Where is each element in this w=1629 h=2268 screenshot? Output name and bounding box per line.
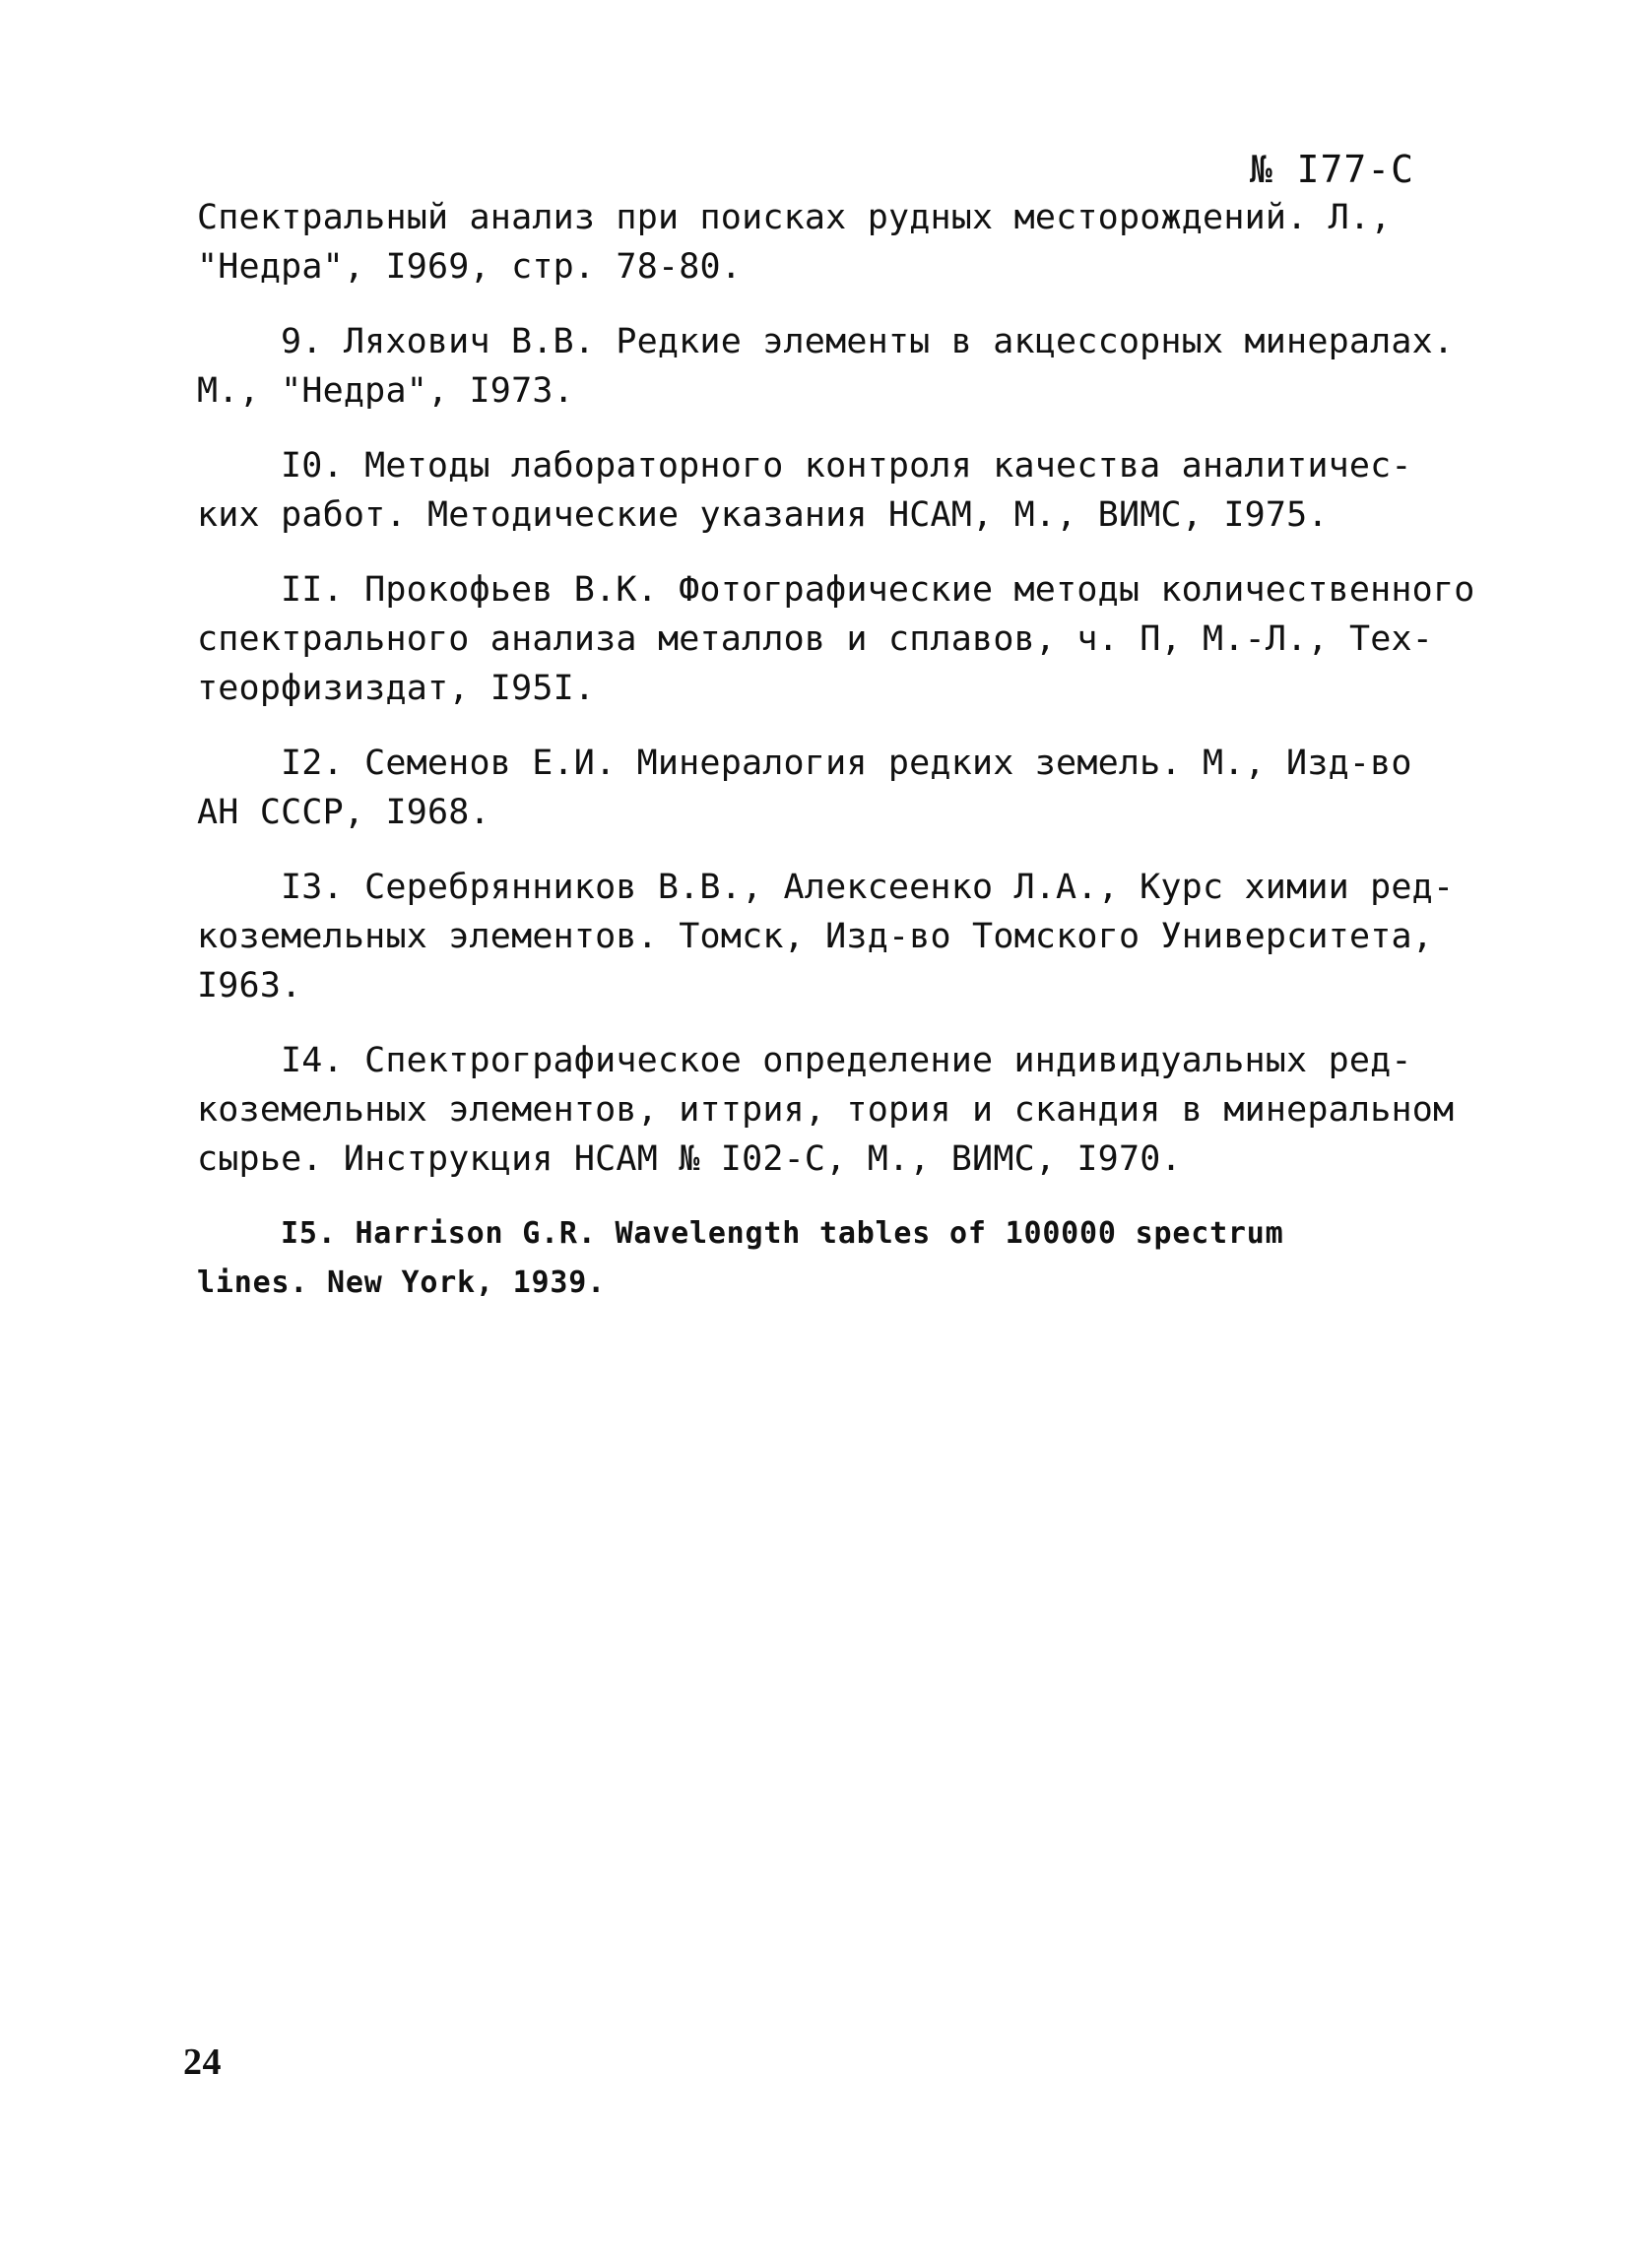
reference-line: I4. Спектрографическое определение индивидуальных ред- <box>281 1041 1412 1080</box>
reference-line: спектрального анализа металлов и сплавов, ч. П, М.-Л., Тех- <box>197 619 1434 659</box>
references-list <box>197 193 1475 1308</box>
reference-item-15 <box>197 1209 1438 1308</box>
reference-line: I5. Harrison G.R. Wavelength tables of 100000 spectrum <box>281 1216 1284 1251</box>
reference-line: ких работ. Методические указания НСАМ, М., ВИМС, I975. <box>197 495 1329 535</box>
reference-line: Спектральный анализ при поисках рудных месторождений. Л., <box>197 198 1392 237</box>
reference-line: М., "Недра", I973. <box>197 371 574 411</box>
reference-line: I963. <box>197 966 302 1005</box>
reference-item-14 <box>197 1036 1455 1184</box>
page-number: 24 <box>183 2041 222 2083</box>
reference-item-10 <box>197 441 1438 540</box>
reference-line: I2. Семенов Е.И. Минералогия редких земель. М., Изд-во <box>281 744 1412 783</box>
reference-line: I0. Методы лабораторного контроля качества аналитичес- <box>281 446 1412 486</box>
reference-line: II. Прокофьев В.К. Фотографические методы количественного <box>281 570 1475 610</box>
reference-item-11 <box>197 565 1475 713</box>
reference-line: АН СССР, I968. <box>197 793 490 832</box>
reference-line: I3. Серебрянников В.В., Алексеенко Л.А., Курс химии ред- <box>281 868 1455 907</box>
reference-line: теорфизиздат, I95I. <box>197 669 596 708</box>
reference-line: lines. New York, 1939. <box>197 1265 606 1300</box>
reference-line: коземельных элементов. Томск, Изд-во Томского Университета, <box>197 917 1434 956</box>
reference-item-9 <box>197 317 1455 416</box>
reference-continuation <box>197 193 1438 292</box>
reference-item-12 <box>197 739 1438 837</box>
reference-line: "Недра", I969, стр. 78-80. <box>197 247 743 287</box>
reference-item-13 <box>197 863 1455 1010</box>
document-number: № I77-С <box>1249 148 1414 191</box>
reference-line: коземельных элементов, иттрия, тория и скандия в минеральном <box>197 1090 1455 1130</box>
reference-line: 9. Ляхович В.В. Редкие элементы в акцессорных минералах. <box>281 322 1455 361</box>
reference-line: сырье. Инструкция НСАМ № I02-С, М., ВИМС, I970. <box>197 1139 1182 1179</box>
